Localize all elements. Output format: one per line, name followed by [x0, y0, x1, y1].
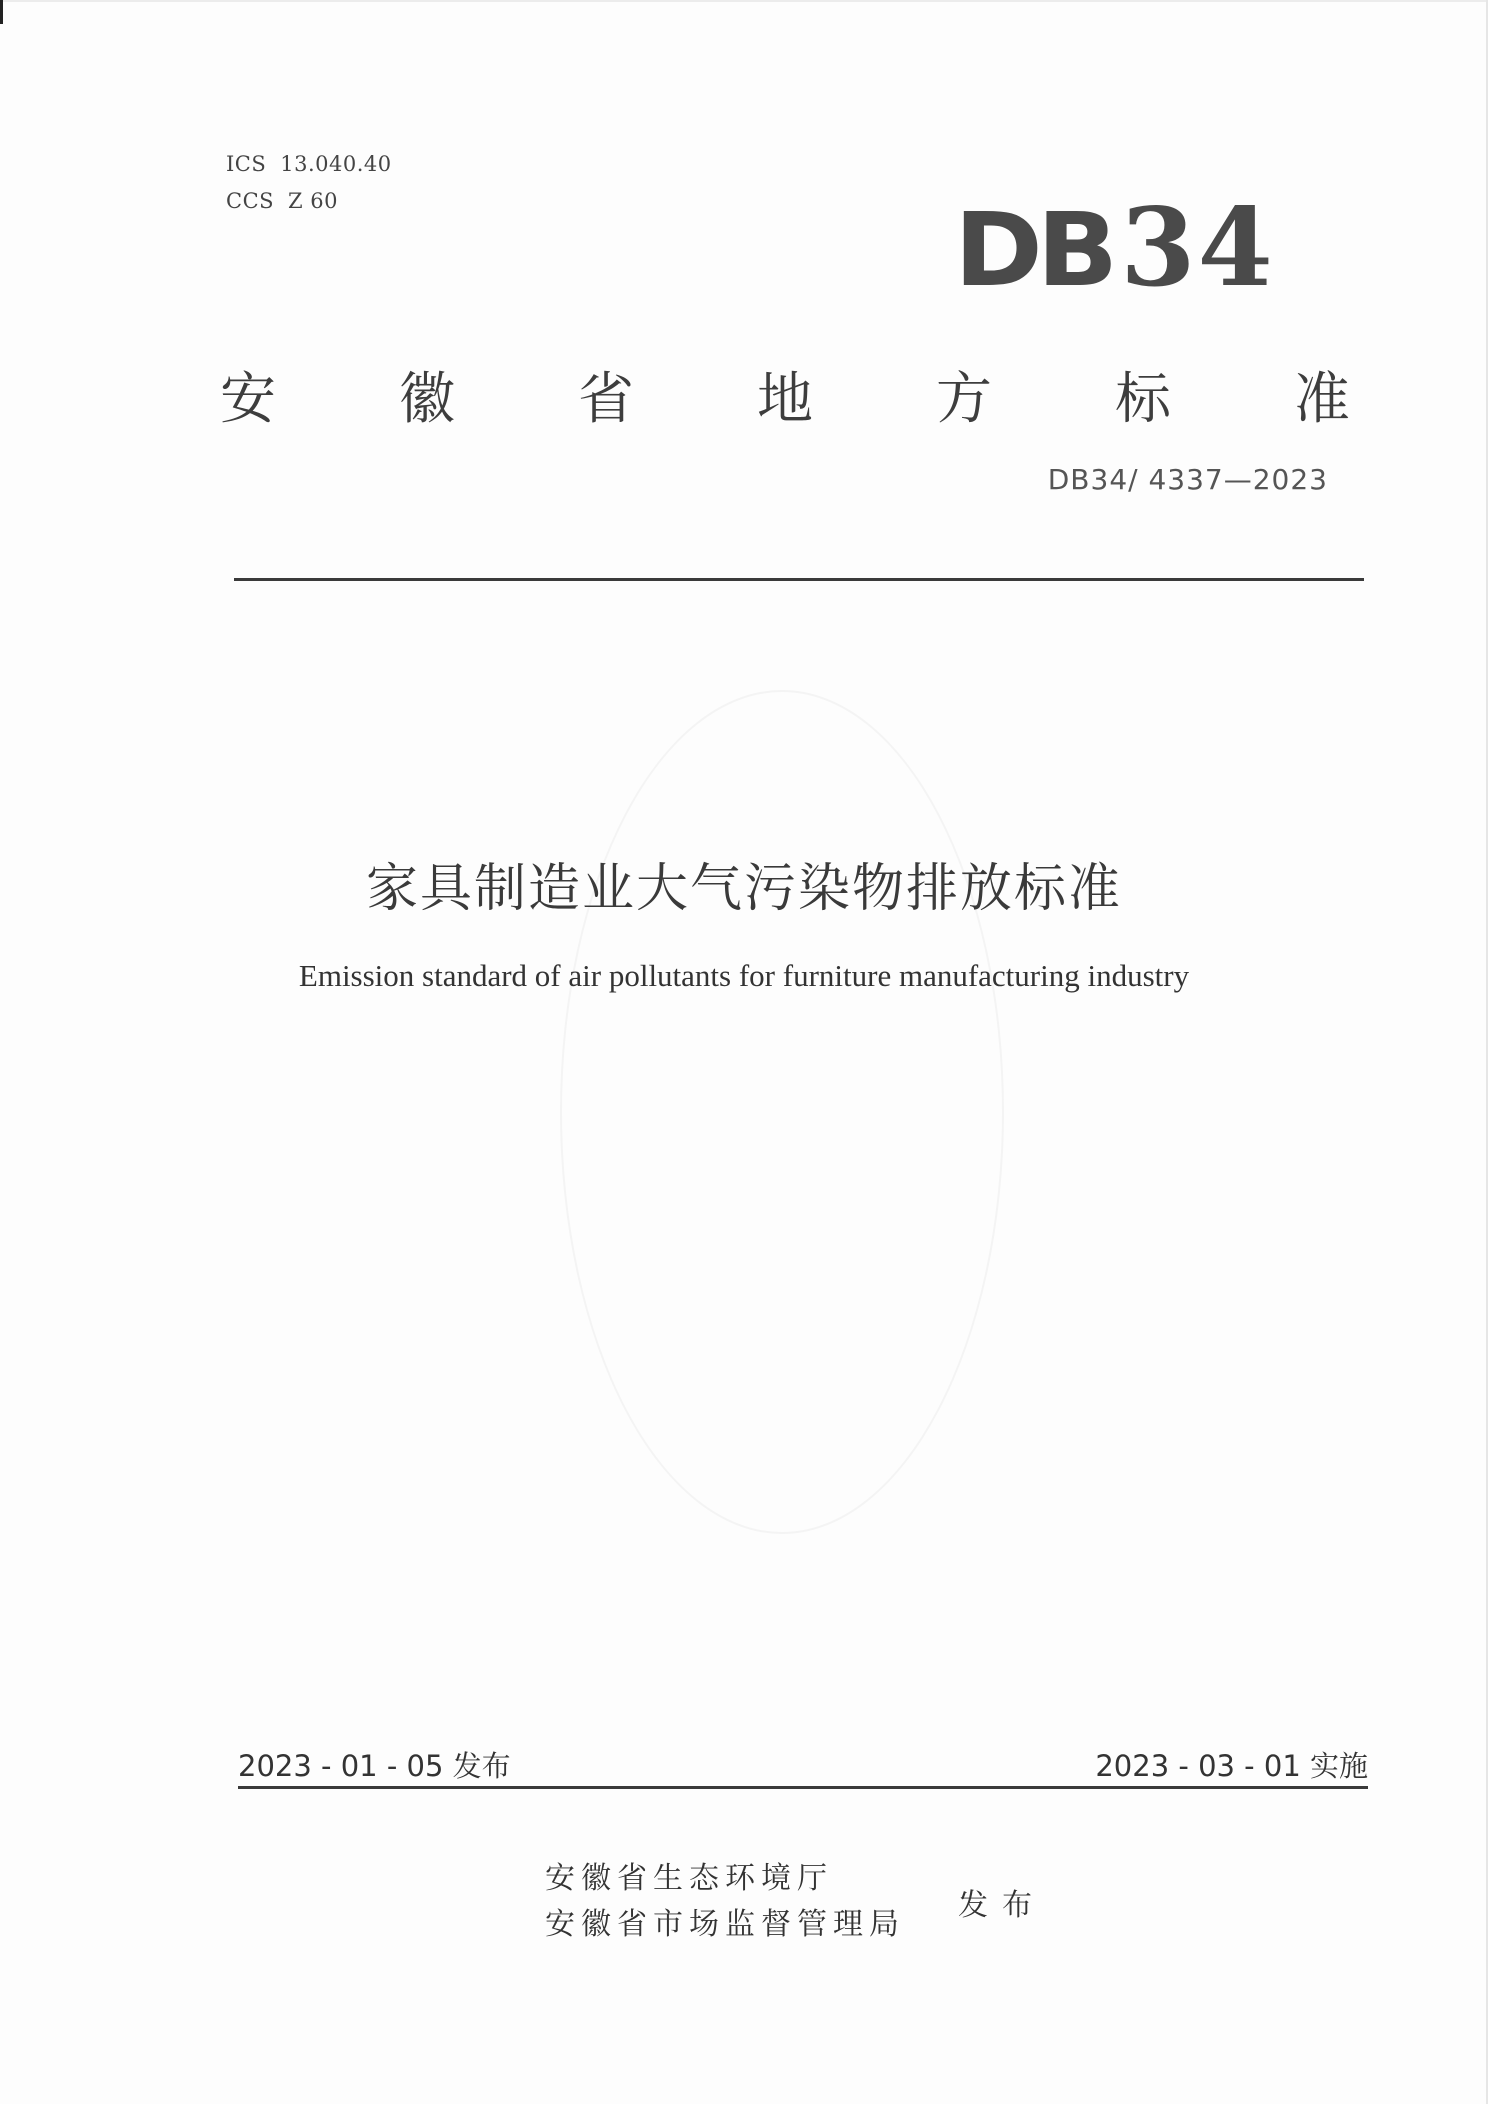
ics-classification [226, 152, 392, 176]
issue-action-label: 发布 [958, 1888, 1046, 1923]
document-title-english: Emission standard of air pollutants for furniture manufacturing industry [298, 958, 1190, 993]
db34-logo [954, 185, 1275, 311]
db-number: 34 [1120, 185, 1275, 311]
standard-type-char: 徽 [399, 367, 455, 432]
scan-edge-top [0, 0, 1488, 2]
document-title-chinese: 家具制造业大气污染物排放标准 [365, 859, 1122, 919]
ics-code: 13.040.40 [280, 152, 392, 176]
implement-date: 2023 - 03 - 01 实施 [1095, 1749, 1368, 1783]
ccs-code: Z 60 [288, 189, 339, 213]
issuing-authorities [545, 1856, 905, 1948]
standard-type-char: 准 [1294, 367, 1350, 432]
standard-type-char: 方 [936, 367, 992, 432]
faint-seal-watermark [560, 690, 1004, 1534]
standard-type-title [220, 355, 1350, 435]
standard-type-char: 地 [757, 367, 813, 432]
bottom-divider [238, 1786, 1368, 1789]
ccs-classification [226, 189, 338, 213]
publish-date: 2023 - 01 - 05 发布 [238, 1749, 511, 1783]
db-letters: DB [954, 191, 1112, 310]
standard-type-char: 标 [1115, 367, 1171, 432]
ics-label: ICS [226, 152, 267, 176]
standard-number: DB34/ 4337—2023 [1047, 463, 1328, 496]
top-divider [234, 578, 1364, 581]
standard-type-char: 省 [578, 367, 634, 432]
ccs-label: CCS [226, 189, 275, 213]
issuer-ecology-department: 安徽省生态环境厅 [545, 1861, 833, 1896]
scan-edge-left [0, 0, 3, 24]
issuer-market-regulation-bureau: 安徽省市场监督管理局 [545, 1907, 905, 1942]
standard-type-char: 安 [220, 367, 276, 432]
